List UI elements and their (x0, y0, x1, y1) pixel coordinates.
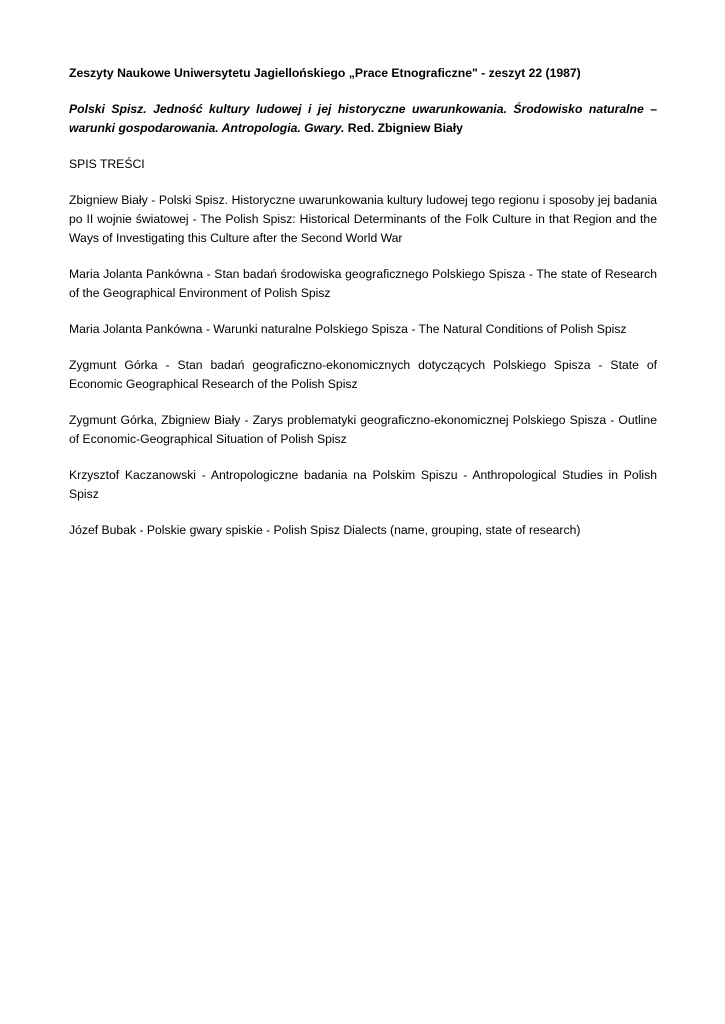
volume-editor: Red. Zbigniew Biały (347, 121, 463, 135)
toc-entry: Zygmunt Górka, Zbigniew Biały - Zarys problematyki geograficzno-ekonomicznej Polskiego Spisza - Outline of Economic-Geographical Situation of Polish Spisz (69, 413, 657, 446)
toc-entry: Józef Bubak - Polskie gwary spiskie - Polish Spisz Dialects (name, grouping, state of research) (69, 523, 581, 537)
toc-entry: Zygmunt Górka - Stan badań geograficzno-ekonomicznych dotyczących Polskiego Spisza - State of Economic Geographical Research of the Polish Spisz (69, 358, 657, 391)
toc-entry: Krzysztof Kaczanowski - Antropologiczne badania na Polskim Spiszu - Anthropological Studies in Polish Spisz (69, 468, 657, 501)
toc-entry: Maria Jolanta Pankówna - Stan badań środowiska geograficznego Polskiego Spisza - The state of Research of the Geographical Environment of Polish Spisz (69, 267, 657, 300)
toc-heading: SPIS TREŚCI (69, 157, 145, 171)
volume-title: Polski Spisz. Jedność kultury ludowej i jej historyczne uwarunkowania. Środowisko naturalne – warunki gospodarowania. Antropologia. Gwary. (69, 102, 657, 135)
journal-header: Zeszyty Naukowe Uniwersytetu Jagiellońskiego „Prace Etnograficzne" - zeszyt 22 (1987) (69, 66, 581, 80)
volume-description (69, 100, 657, 138)
toc-entry: Zbigniew Biały - Polski Spisz. Historyczne uwarunkowania kultury ludowej tego regionu i sposoby jej badania po II wojnie światowej - The Polish Spisz: Historical Determinants of the Folk Culture in that Region and the Ways of Investigating this Culture after the Second World War (69, 193, 657, 245)
toc-entry: Maria Jolanta Pankówna - Warunki naturalne Polskiego Spisza - The Natural Conditions of Polish Spisz (69, 322, 627, 336)
document-page (69, 64, 657, 557)
